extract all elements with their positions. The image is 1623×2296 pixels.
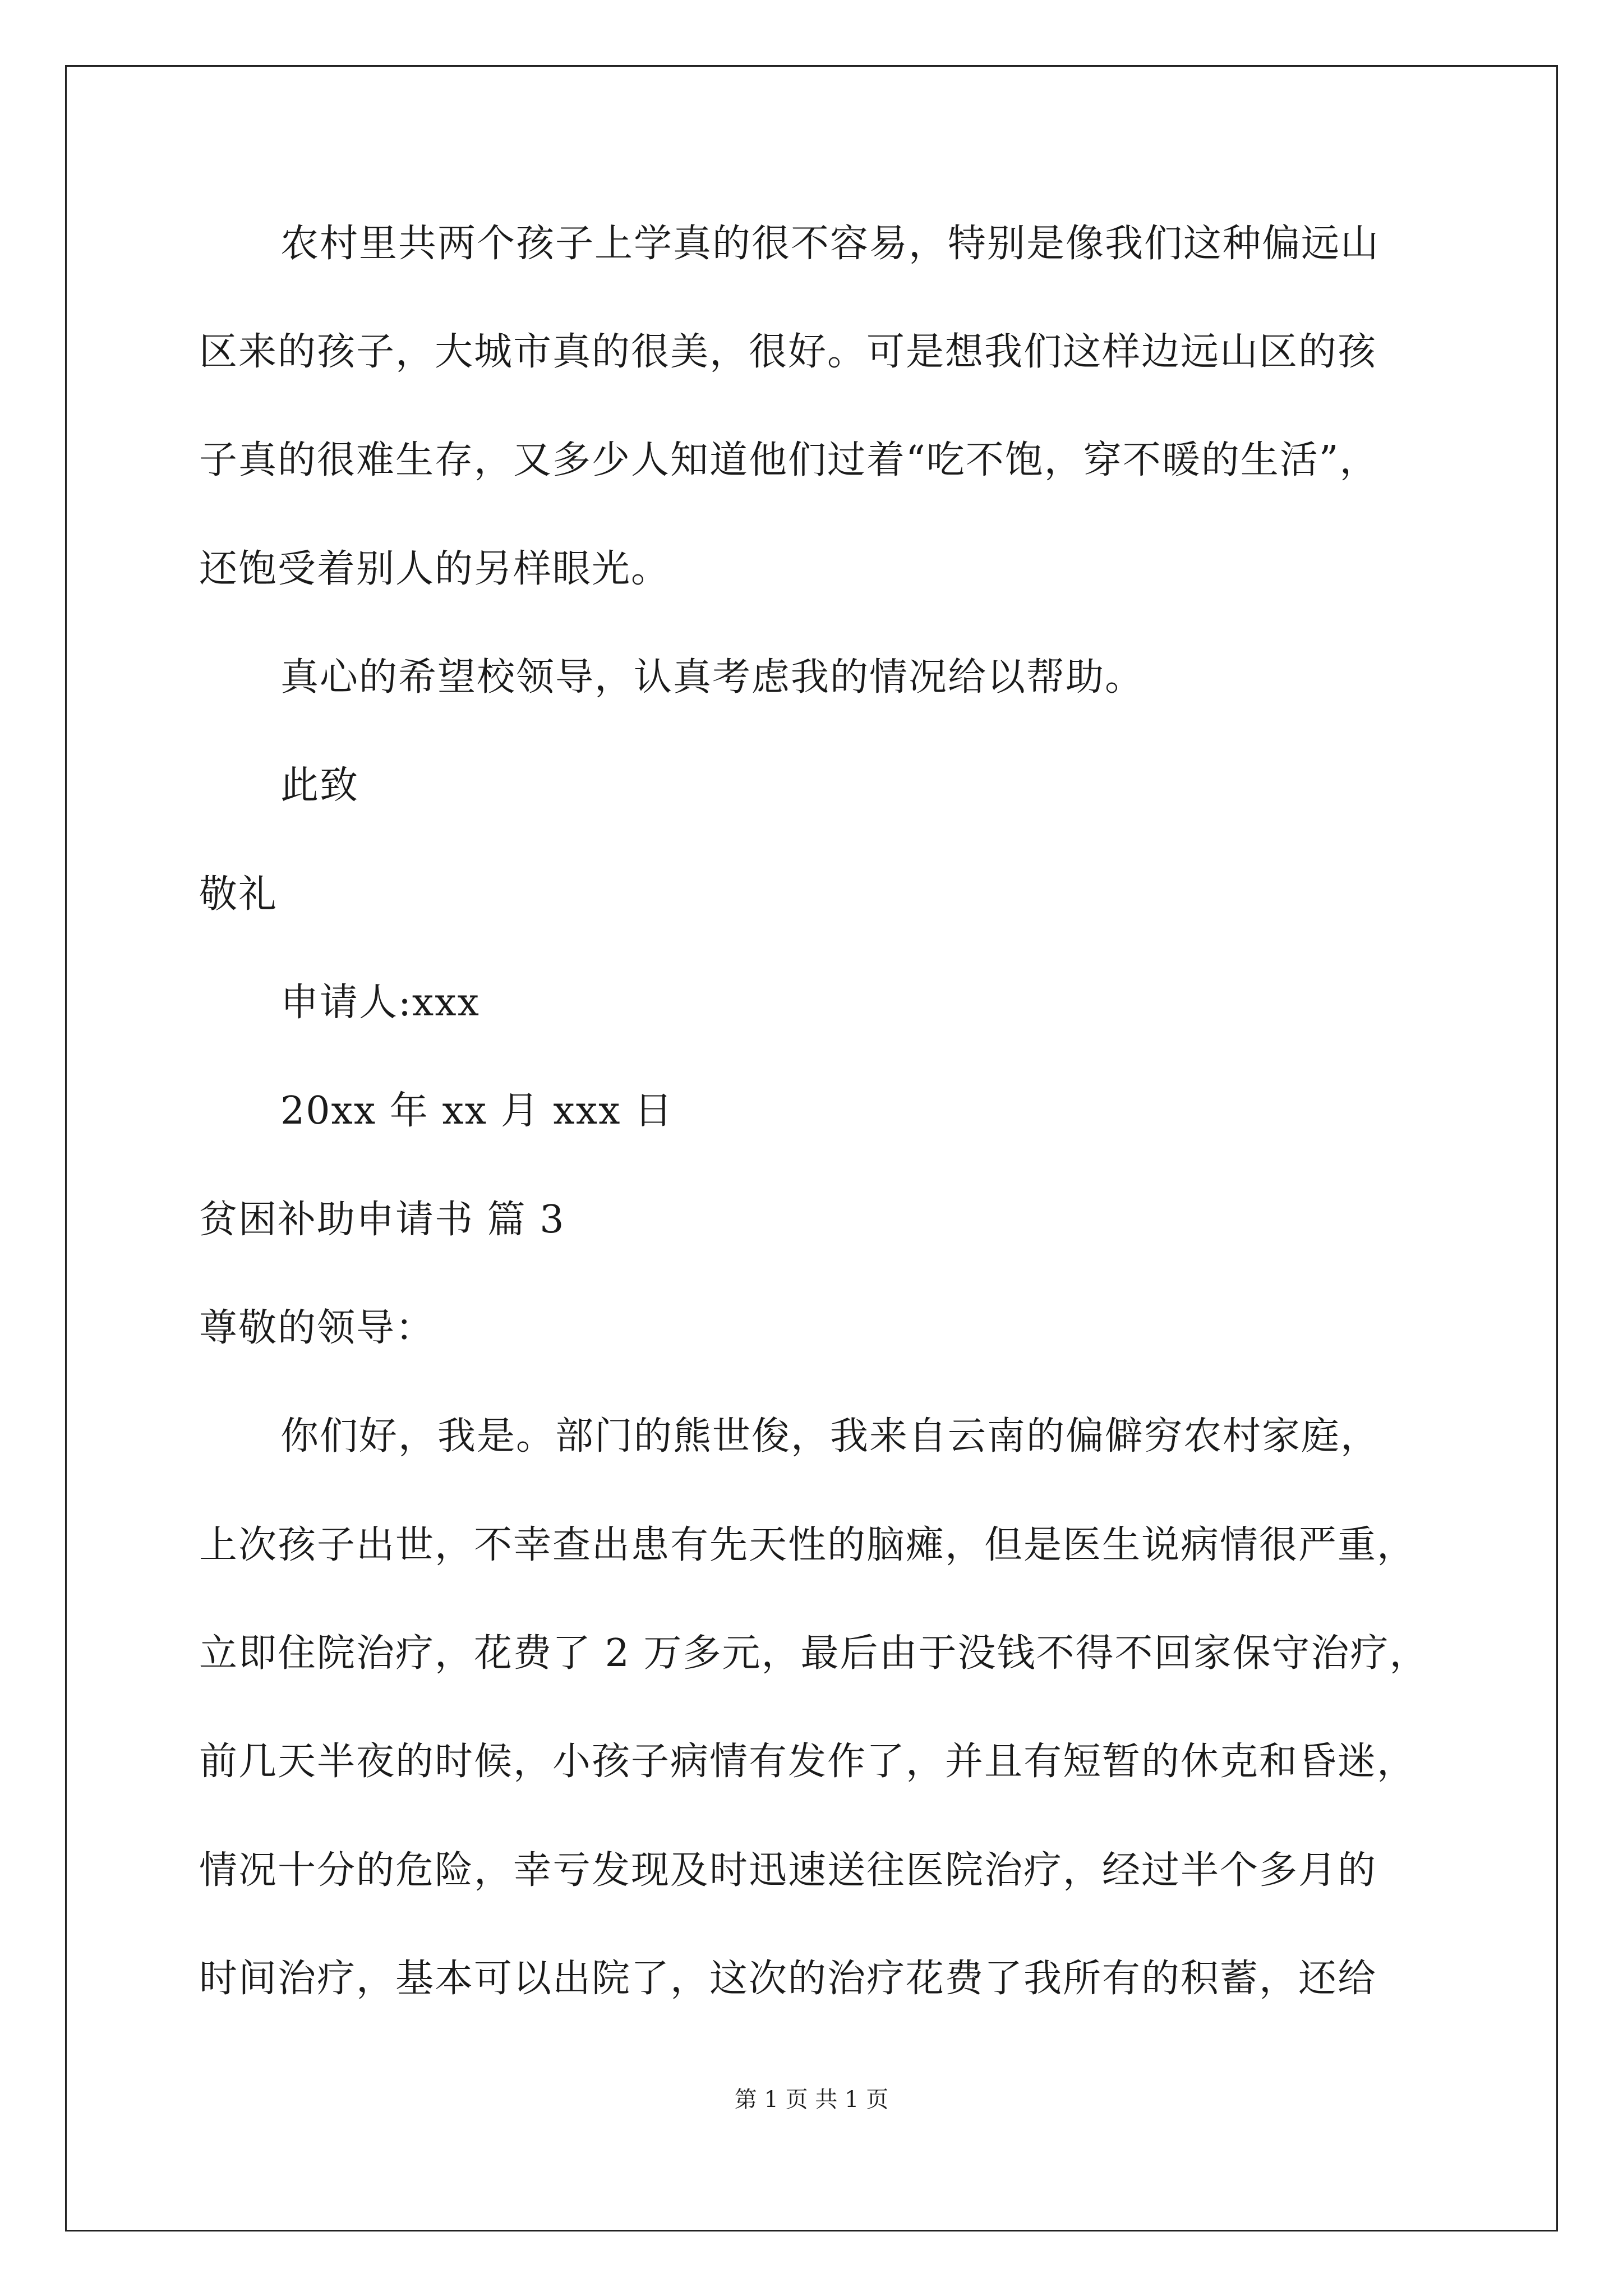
paragraph-line: 情况十分的危险，幸亏发现及时迅速送往医院治疗，经过半个多月的 [199, 1848, 1377, 1893]
paragraph-line: 真心的希望校领导，认真考虑我的情况给以帮助。 [280, 655, 1145, 700]
salutation-line: 敬礼 [199, 872, 278, 917]
greeting-line: 尊敬的领导： [199, 1306, 435, 1350]
paragraph-line: 你们好，我是。部门的熊世俊，我来自云南的偏僻穷农村家庭， [280, 1414, 1380, 1458]
date-line: 20xx 年 xx 月 xxx 日 [280, 1089, 674, 1133]
paragraph-line: 上次孩子出世，不幸查出患有先天性的脑瘫，但是医生说病情很严重， [199, 1523, 1417, 1567]
section-heading: 贫困补助申请书 篇 3 [199, 1198, 565, 1242]
paragraph-line: 还饱受着别人的另样眼光。 [199, 547, 671, 591]
page-border [65, 65, 1558, 2231]
paragraph-line: 区来的孩子，大城市真的很美，很好。可是想我们这样边远山区的孩 [199, 330, 1377, 374]
paragraph-line: 立即住院治疗，花费了 2 万多元，最后由于没钱不得不回家保守治疗， [199, 1631, 1429, 1676]
paragraph-line: 时间治疗，基本可以出院了，这次的治疗花费了我所有的积蓄，还给 [199, 1957, 1377, 2001]
paragraph-line: 农村里共两个孩子上学真的很不容易，特别是像我们这种偏远山 [280, 222, 1380, 266]
page-number-footer: 第 1 页 共 1 页 [734, 2087, 889, 2113]
paragraph-line: 前几天半夜的时候，小孩子病情有发作了，并且有短暂的休克和昏迷， [199, 1740, 1417, 1784]
paragraph-line: 子真的很难生存，又多少人知道他们过着“吃不饱，穿不暖的生活”， [199, 438, 1379, 482]
salutation-line: 此致 [280, 763, 359, 808]
applicant-line: 申请人:xxx [280, 981, 480, 1025]
